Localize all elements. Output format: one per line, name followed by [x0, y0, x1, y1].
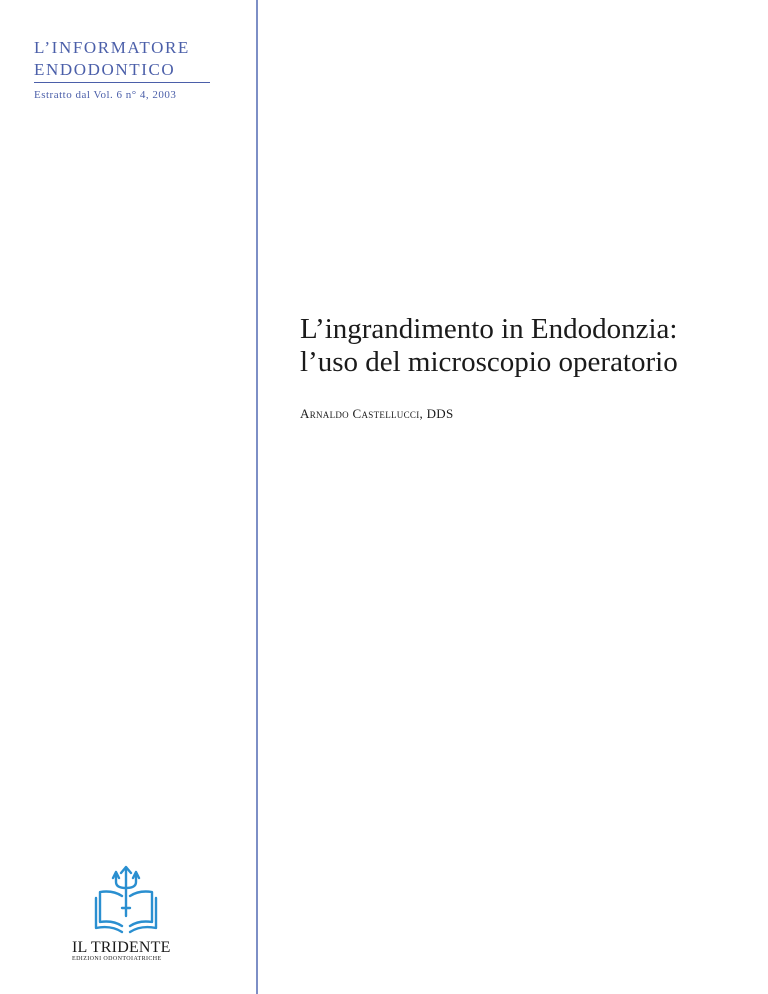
journal-title-line2: ENDODONTICO — [34, 60, 176, 79]
journal-rule — [34, 82, 210, 83]
vertical-divider — [256, 0, 258, 994]
author-name: Arnaldo Castellucci — [300, 406, 420, 421]
journal-header — [34, 37, 214, 101]
publisher-subtitle: EDIZIONI ODONTOIATRICHE — [72, 956, 162, 962]
article-title — [300, 313, 740, 379]
publisher-name: IL TRIDENTE — [72, 939, 171, 956]
article-title-line2: l’uso del microscopio operatorio — [300, 346, 678, 378]
article-author — [300, 406, 454, 422]
journal-extract: Estratto dal Vol. 6 n° 4, 2003 — [34, 89, 177, 101]
journal-title-line1: L’INFORMATORE — [34, 38, 190, 57]
author-suffix: , DDS — [419, 406, 454, 421]
publisher-logo — [72, 864, 192, 962]
trident-book-icon — [92, 864, 160, 936]
article-title-line1: L’ingrandimento in Endodonzia: — [300, 313, 678, 345]
